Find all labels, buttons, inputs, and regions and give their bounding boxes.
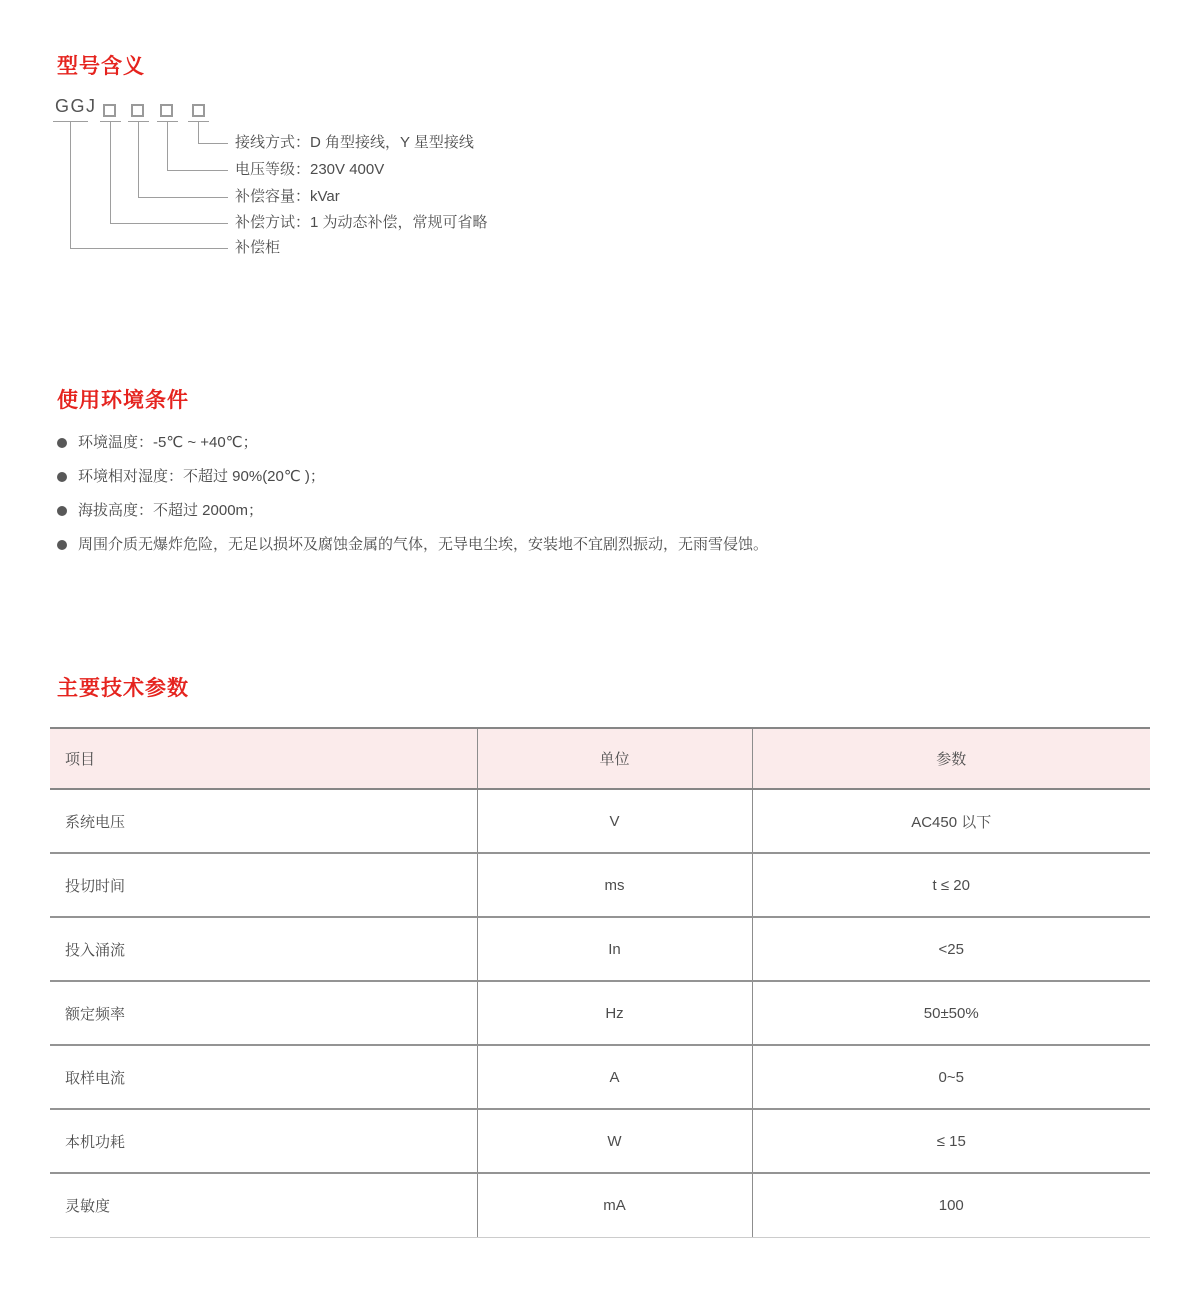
cell-item: 系统电压 bbox=[50, 789, 477, 853]
table-row bbox=[50, 1109, 1150, 1173]
cell-unit: In bbox=[477, 917, 752, 981]
model-code-box bbox=[192, 104, 205, 117]
table-header-row bbox=[50, 728, 1150, 789]
column-header-unit: 单位 bbox=[477, 728, 752, 789]
column-header-item: 项目 bbox=[50, 728, 477, 789]
list-item bbox=[57, 501, 1157, 521]
env-item-text: 周围介质无爆炸危险，无足以损坏及腐蚀金属的气体，无导电尘埃，安装地不宜剧烈振动，无雨雪侵蚀。 bbox=[78, 536, 769, 553]
environment-section-title: 使用环境条件 bbox=[57, 389, 189, 412]
cell-unit: A bbox=[477, 1045, 752, 1109]
cell-value: 0~5 bbox=[752, 1045, 1150, 1109]
model-code-box bbox=[131, 104, 144, 117]
cell-unit: W bbox=[477, 1109, 752, 1173]
cell-value: <25 bbox=[752, 917, 1150, 981]
model-label-cabinet: 补偿柜 bbox=[235, 239, 281, 256]
bullet-icon bbox=[57, 540, 67, 550]
table-row bbox=[50, 789, 1150, 853]
cell-unit: ms bbox=[477, 853, 752, 917]
model-code-box bbox=[103, 104, 116, 117]
cell-unit: mA bbox=[477, 1173, 752, 1237]
model-label-capacity: 补偿容量：kVar bbox=[235, 188, 340, 205]
cell-item: 本机功耗 bbox=[50, 1109, 477, 1173]
list-item bbox=[57, 535, 1157, 555]
column-header-value: 参数 bbox=[752, 728, 1150, 789]
model-section-title: 型号含义 bbox=[57, 55, 145, 78]
cell-item: 额定频率 bbox=[50, 981, 477, 1045]
model-label-method: 补偿方试：1 为动态补偿，常规可省略 bbox=[235, 214, 488, 231]
cell-item: 灵敏度 bbox=[50, 1173, 477, 1237]
cell-value: 100 bbox=[752, 1173, 1150, 1237]
env-item-text: 环境相对湿度：不超过 90%(20℃ )； bbox=[78, 468, 325, 485]
model-code-prefix: GGJ bbox=[55, 96, 97, 116]
bullet-icon bbox=[57, 472, 67, 482]
cell-value: ≤ 15 bbox=[752, 1109, 1150, 1173]
model-label-voltage: 电压等级：230V 400V bbox=[235, 161, 385, 178]
bullet-icon bbox=[57, 506, 67, 516]
env-item-text: 环境温度：-5℃ ~ +40℃； bbox=[78, 434, 258, 451]
model-code-box bbox=[160, 104, 173, 117]
parameters-section-title: 主要技术参数 bbox=[57, 677, 189, 700]
list-item bbox=[57, 467, 1157, 487]
environment-conditions-list bbox=[57, 433, 1157, 569]
model-code-diagram bbox=[0, 0, 620, 280]
table-row bbox=[50, 981, 1150, 1045]
cell-unit: V bbox=[477, 789, 752, 853]
table-row bbox=[50, 853, 1150, 917]
table-row bbox=[50, 1045, 1150, 1109]
cell-value: AC450 以下 bbox=[752, 789, 1150, 853]
parameters-table bbox=[50, 727, 1150, 1238]
cell-item: 投入涌流 bbox=[50, 917, 477, 981]
list-item bbox=[57, 433, 1157, 453]
cell-value: 50±50% bbox=[752, 981, 1150, 1045]
table-row bbox=[50, 1173, 1150, 1237]
model-label-wiring: 接线方式：D 角型接线，Y 星型接线 bbox=[235, 134, 474, 151]
cell-unit: Hz bbox=[477, 981, 752, 1045]
cell-item: 取样电流 bbox=[50, 1045, 477, 1109]
bullet-icon bbox=[57, 438, 67, 448]
table-row bbox=[50, 917, 1150, 981]
cell-item: 投切时间 bbox=[50, 853, 477, 917]
env-item-text: 海拔高度：不超过 2000m； bbox=[78, 502, 264, 519]
cell-value: t ≤ 20 bbox=[752, 853, 1150, 917]
